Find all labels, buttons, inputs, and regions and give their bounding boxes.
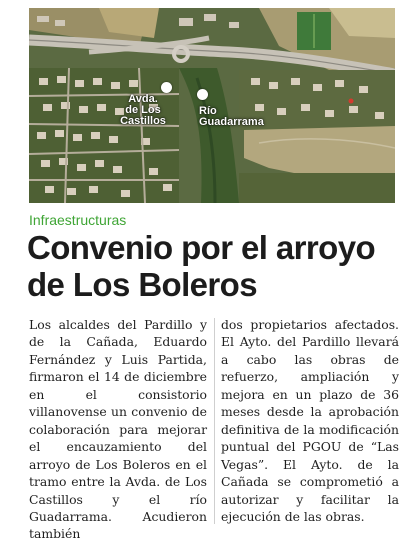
article-body-column-1 — [29, 316, 207, 543]
location-marker-castillos — [161, 82, 172, 93]
column-divider — [214, 318, 215, 524]
article-body-column-2 — [221, 316, 399, 525]
article-headline: Convenio por el arroyo de Los Boleros — [27, 229, 376, 303]
aerial-photo — [29, 8, 395, 203]
map-label-castillos: Avda. de Los Castillos — [120, 93, 166, 127]
article-paragraph-1: Los alcaldes del Pardillo y de la Cañada, Eduardo Fernández y Luis Partida, firmaron el 14 de diciembre en el consistorio villanovense un convenio de colaboración para mejorar el encauzamiento del arroyo de Los Boleros en el tramo entre la Avda. de Los Castillos y el río Guadarrama. Acudieron también — [29, 317, 207, 542]
article-paragraph-2: dos propietarios afectados. El Ayto. del Pardillo llevará a cabo las obras de refuerzo, ampliación y mejora en un plazo de 36 meses desde la aprobación definitiva de la modificación puntual del PGOU de “Las Vegas”. El Ayto. de la Cañada se comprometió a autorizar y facilitar la ejecución de las obras. — [221, 317, 399, 524]
map-label-guadarrama: Río Guadarrama — [199, 105, 264, 128]
location-marker-guadarrama — [197, 89, 208, 100]
section-label: Infraestructuras — [29, 212, 127, 228]
